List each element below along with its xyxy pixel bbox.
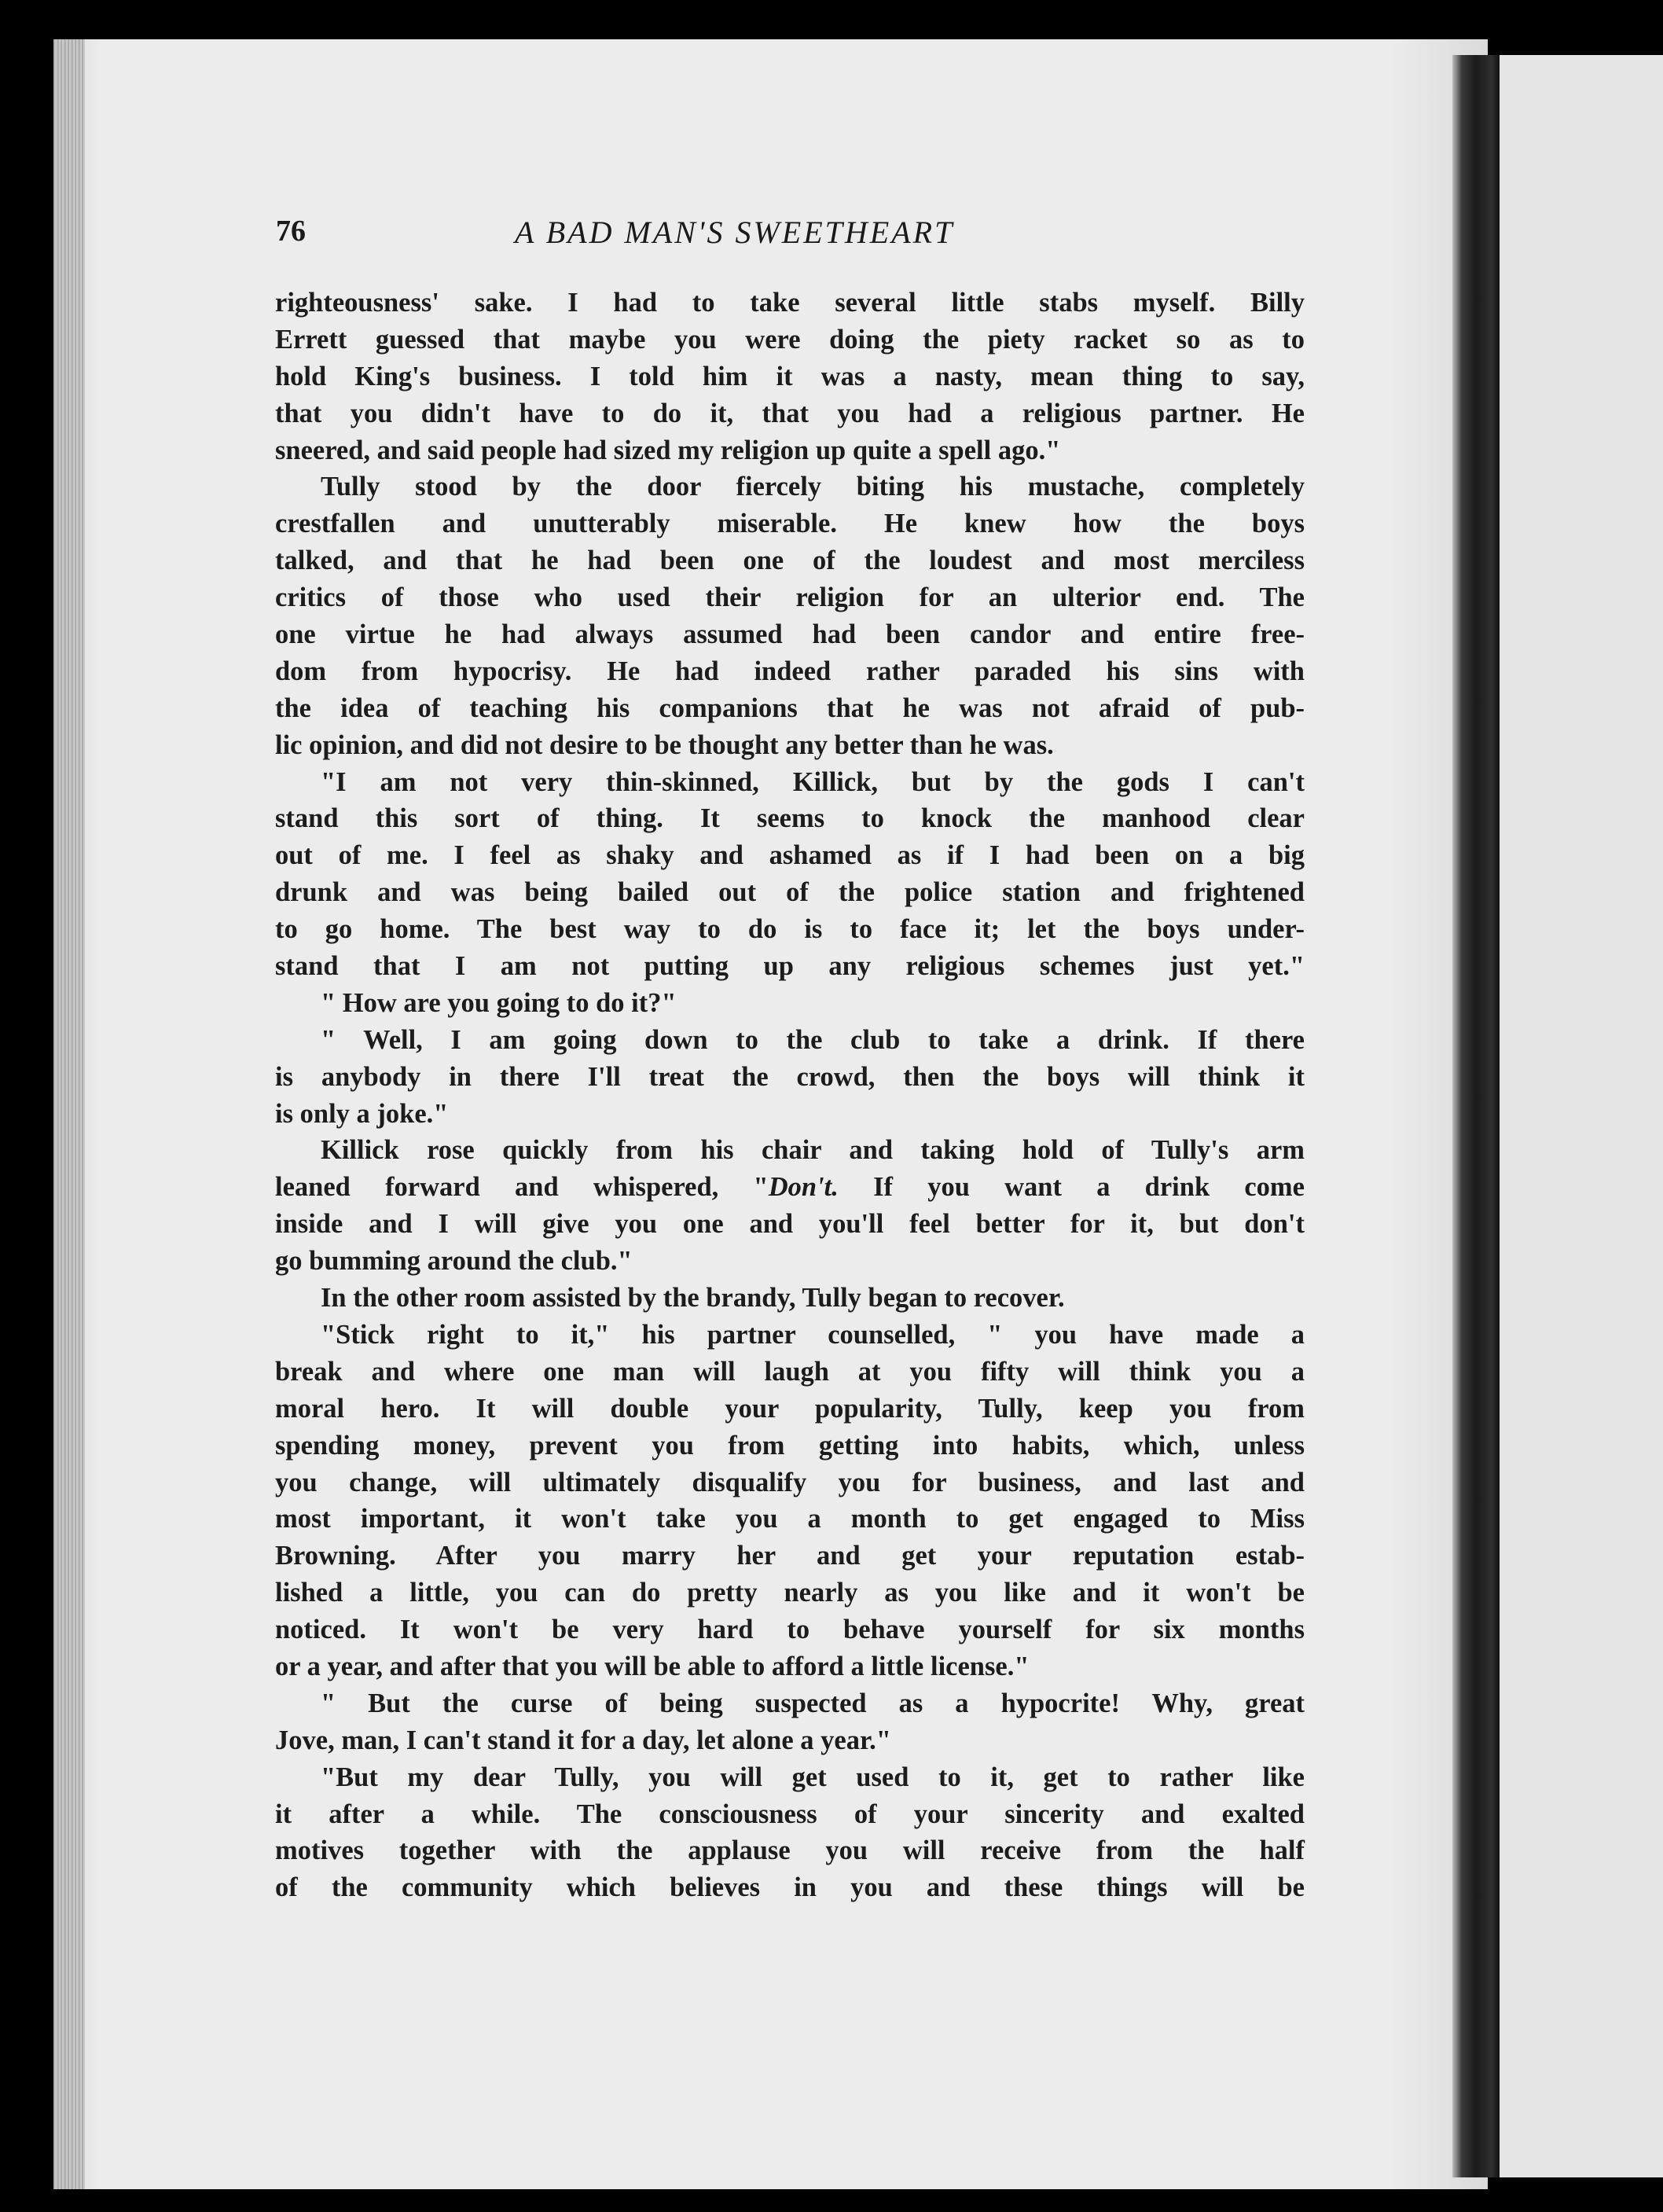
text-line: inside and I will give you one and you'll feel better for it, but don't [275,1209,1305,1240]
text-line: " How are you going to do it?" [321,987,677,1018]
text-line: break and where one man will laugh at you fifty will think you a [275,1356,1305,1387]
running-head: A BAD MAN'S SWEETHEART [515,215,955,250]
text-line: motives together with the applause you will receive from the half [275,1835,1305,1866]
text-line: drunk and was being bailed out of the police station and frightened [275,877,1305,908]
text-line: sneered, and said people had sized my religion up quite a spell ago." [275,435,1061,465]
text-line: righteousness' sake. I had to take several little stabs myself. Billy [275,288,1305,318]
text-line: most important, it won't take you a month to get engaged to Miss [275,1504,1305,1534]
text-line: you change, will ultimately disqualify you for business, and last and [275,1467,1305,1497]
text-line: spending money, prevent you from getting into habits, which, unless [275,1430,1305,1461]
text-line: the idea of teaching his companions that he was not afraid of pub- [275,693,1305,723]
page-edges [53,39,85,2189]
page-header [271,214,1309,261]
text-line: dom from hypocrisy. He had indeed rather paraded his sins with [275,656,1305,686]
text-line: to go home. The best way to do is to face it; let the boys under- [275,914,1305,945]
text-line: lic opinion, and did not desire to be thought any better than he was. [275,729,1054,760]
text-line: stand this sort of thing. It seems to knock the manhood clear [275,803,1305,834]
text-line: go bumming around the club." [275,1246,633,1277]
text-line: it after a while. The consciousness of your sincerity and exalted [275,1799,1305,1829]
text-line: is only a joke." [275,1098,449,1129]
book-spine [1452,55,1500,2177]
text-line: leaned forward and whispered, "Don't. If you want a drink come [275,1172,1305,1203]
text-line: Tully stood by the door fiercely biting his mustache, completely [321,472,1305,502]
text-line: or a year, and after that you will be able to afford a little license." [275,1651,1030,1681]
text-line: one virtue he had always assumed had been candor and entire free- [275,619,1305,650]
text-line: critics of those who used their religion for an ulterior end. The [275,582,1305,613]
facing-page [1500,55,1663,2177]
text-line: In the other room assisted by the brandy, Tully began to recover. [321,1283,1065,1314]
text-line: hold King's business. I told him it was a nasty, mean thing to say, [275,361,1305,391]
text-line: crestfallen and unutterably miserable. He knew how the boys [275,509,1305,539]
text-line: Errett guessed that maybe you were doing the piety racket so as to [275,324,1305,355]
text-line: talked, and that he had been one of the loudest and most merciless [275,546,1305,576]
text-line: "But my dear Tully, you will get used to it, get to rather like [321,1762,1305,1792]
text-line: "Stick right to it," his partner counselled, " you have made a [321,1319,1305,1350]
text-line: Jove, man, I can't stand it for a day, let alone a year." [275,1725,891,1755]
text-line: " But the curse of being suspected as a hypocrite! Why, great [321,1688,1305,1718]
text-line: " Well, I am going down to the club to take a drink. If there [321,1024,1305,1055]
text-line: is anybody in there I'll treat the crowd, then the boys will think it [275,1061,1305,1092]
text-line: lished a little, you can do pretty nearly as you like and it won't be [275,1578,1305,1608]
text-line: of the community which believes in you and these things will be [275,1872,1305,1903]
text-line: "I am not very thin-skinned, Killick, but by the gods I can't [321,766,1305,797]
text-line: out of me. I feel as shaky and ashamed as if I had been on a big [275,840,1305,871]
text-line: that you didn't have to do it, that you had a religious partner. He [275,398,1305,428]
page-number: 76 [276,215,306,248]
text-line: moral hero. It will double your popularity, Tully, keep you from [275,1393,1305,1424]
text-line: Killick rose quickly from his chair and taking hold of Tully's arm [321,1135,1305,1166]
text-line: stand that I am not putting up any religious schemes just yet." [275,951,1305,982]
text-line: noticed. It won't be very hard to behave yourself for six months [275,1615,1305,1645]
text-line: Browning. After you marry her and get your reputation estab- [275,1541,1305,1571]
body-text [275,285,1305,1906]
